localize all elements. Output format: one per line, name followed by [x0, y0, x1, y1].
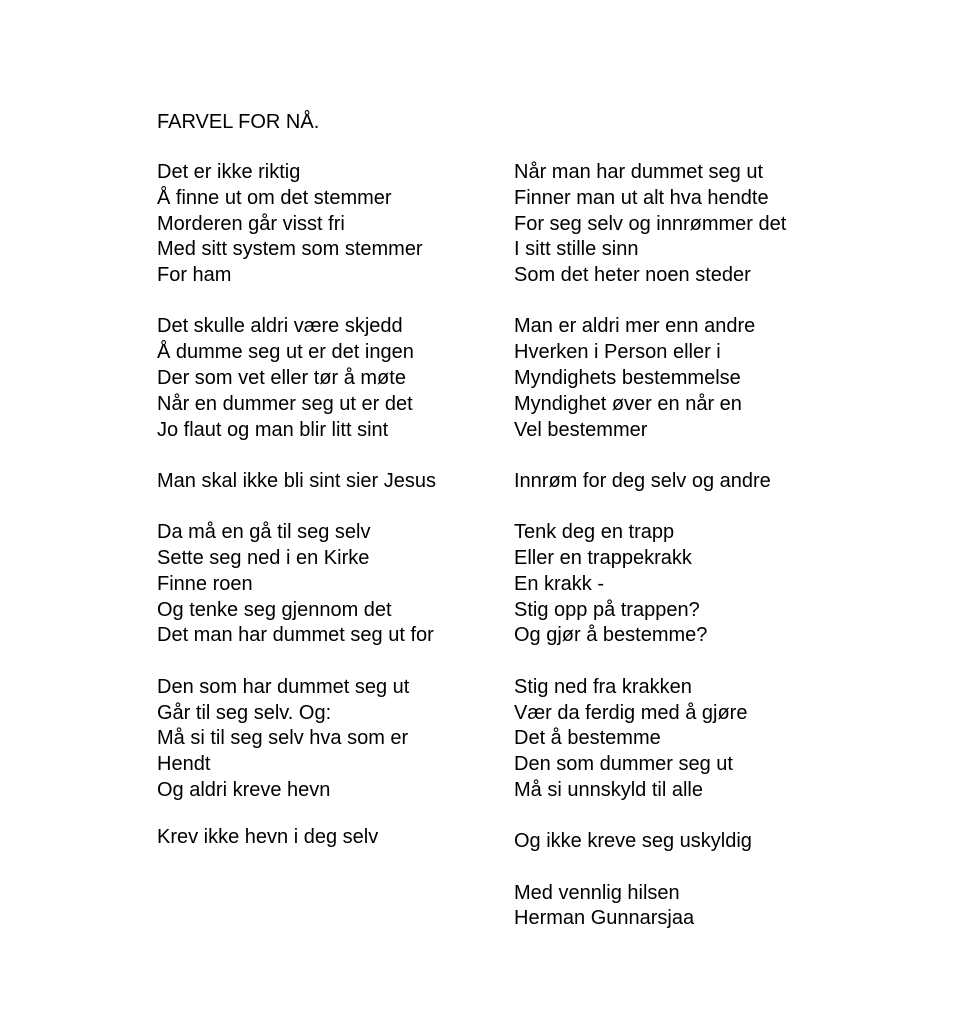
poem-line: Vel bestemmer [514, 418, 648, 441]
poem-line: Den som har dummet seg ut [157, 675, 410, 698]
poem-line: Med sitt system som stemmer [157, 238, 423, 261]
poem-line: Det man har dummet seg ut for [157, 624, 434, 647]
poem-line: Stig opp på trappen? [514, 598, 700, 621]
poem-line: En krakk - [514, 572, 605, 595]
right-column [514, 160, 844, 958]
stanza [514, 520, 844, 649]
poem-line: Den som dummer seg ut [514, 753, 733, 776]
poem-line: Må si til seg selv hva som er [157, 727, 409, 750]
poem-line: Innrøm for deg selv og andre [514, 469, 771, 492]
stanza [157, 469, 497, 495]
poem-line: Morderen går visst fri [157, 212, 345, 235]
poem-line: Finner man ut alt hva hendte [514, 186, 769, 209]
poem-line: Hverken i Person eller i [514, 341, 721, 364]
poem-line: Finne roen [157, 572, 253, 595]
stanza [157, 825, 497, 851]
poem-line: Eller en trappekrakk [514, 547, 692, 570]
stanza [514, 675, 844, 804]
stanza [157, 675, 497, 804]
stanza [514, 160, 844, 289]
poem-line: Og aldri kreve hevn [157, 778, 331, 801]
poem-line: Det skulle aldri være skjedd [157, 315, 403, 338]
poem-line: Det å bestemme [514, 727, 661, 750]
poem-line: Det er ikke riktig [157, 161, 301, 183]
stanza [514, 314, 844, 443]
poem-line: Må si unnskyld til alle [514, 778, 703, 801]
signature [514, 881, 844, 933]
poem-line: Tenk deg en trapp [514, 521, 675, 544]
poem-line: Jo flaut og man blir litt sint [157, 418, 389, 441]
poem-line: Myndighet øver en når en [514, 392, 742, 415]
poem-line: Vær da ferdig med å gjøre [514, 701, 748, 724]
stanza [157, 314, 497, 443]
stanza [157, 520, 497, 649]
poem-line: Stig ned fra krakken [514, 675, 692, 698]
poem-line: Når man har dummet seg ut [514, 161, 763, 183]
poem-line: Sette seg ned i en Kirke [157, 547, 370, 570]
left-column [157, 160, 497, 877]
poem-line: Og ikke kreve seg uskyldig [514, 830, 752, 853]
poem-line: Som det heter noen steder [514, 264, 751, 287]
stanza [514, 829, 844, 855]
poem-line: Når en dummer seg ut er det [157, 392, 413, 415]
poem-line: Går til seg selv. Og: [157, 701, 332, 724]
poem-line: I sitt stille sinn [514, 238, 639, 261]
poem-line: Man skal ikke bli sint sier Jesus [157, 469, 436, 492]
closing-greeting: Med vennlig hilsen [514, 881, 680, 904]
poem-line: Man er aldri mer enn andre [514, 315, 756, 338]
poem-line: Å finne ut om det stemmer [157, 186, 392, 209]
poem-line: Krev ikke hevn i deg selv [157, 826, 379, 849]
poem-line: Myndighets bestemmelse [514, 367, 741, 390]
poem-line: Og gjør å bestemme? [514, 624, 708, 647]
poem-line: Der som vet eller tør å møte [157, 367, 406, 390]
stanza [157, 160, 497, 289]
poem-line: Hendt [157, 753, 211, 776]
poem-line: Da må en gå til seg selv [157, 521, 371, 544]
poem-line: Å dumme seg ut er det ingen [157, 341, 414, 364]
stanza [514, 469, 844, 495]
author-name: Herman Gunnarsjaa [514, 907, 695, 930]
poem-title: FARVEL FOR NÅ. [157, 111, 320, 133]
poem-line: Og tenke seg gjennom det [157, 598, 392, 621]
poem-line: For seg selv og innrømmer det [514, 212, 787, 235]
poem-line: For ham [157, 264, 232, 287]
